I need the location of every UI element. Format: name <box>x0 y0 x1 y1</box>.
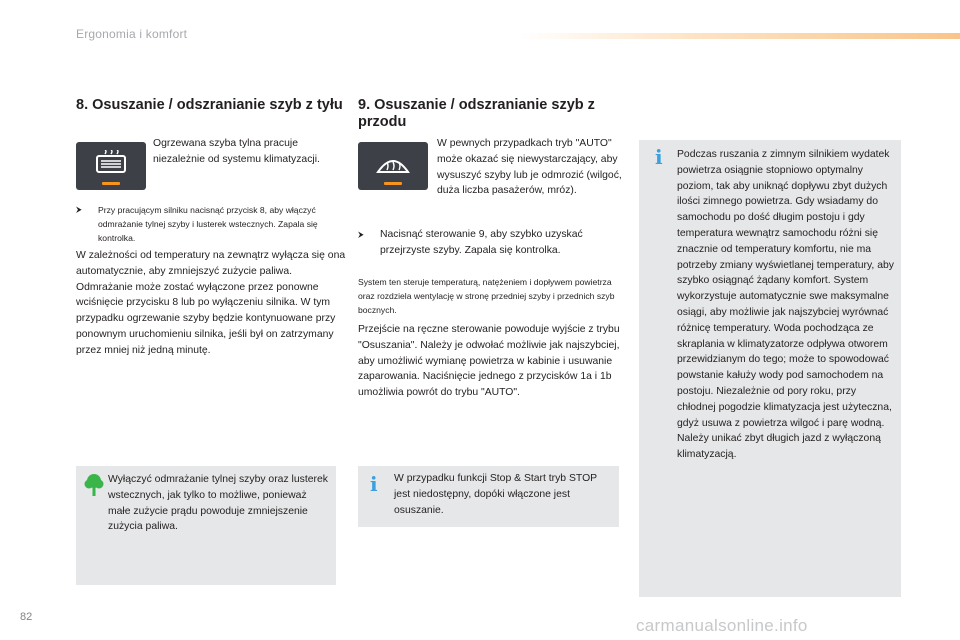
section-9-title: 9. Osuszanie / odszranianie szyb z przodu <box>358 97 595 130</box>
section-9-paragraph: Przejście na ręczne sterowanie powoduje wyjście z trybu "Osuszania". Należy je odwołać możliwie jak najszybciej, aby umożliwić wymianę powietrza w kabinie i usuwanie zaparowania. Naciśnięcie jednego z przycisków 1a i 1b umożliwia powrót do trybu "AUTO". <box>358 324 620 399</box>
indicator-light <box>384 182 402 185</box>
sidebar-text: Podczas ruszania z zimnym silnikiem wydatek powietrza osiągnie stopniowo optymalny poziom, tak aby uniknąć dopływu zbyt dużych ilości zimnego powietrza. Gdy wsiadamy do samochodu po dość długim postoju i gdy temperatura wewnątrz samochodu różni się znacznie od temperatury komfortu, nie ma potrzeby zmiany wyświetlanej temperatury, aby szybko osiągnąć żądany komfort. System wykorzystuje automatycznie swe maksymalne osiągi, aby możliwie jak najszybciej wyrównać różnicę temperatury. Woda pochodząca ze skraplania w klimatyzatorze odpływa otworem przewidzianym do tego; może to spowodować powstanie kałuży wody pod samochodem na postoju. Niezależnie od pory roku, przy chłodnej pogodzie klimatyzacja jest użyteczna, gdyż usuwa z powietrza wilgoć i parę wodną. Należy unikać zbyt długich jazd z wyłączoną klimatyzacją. <box>677 149 894 461</box>
rear-defrost-button <box>76 142 146 190</box>
front-defrost-icon <box>375 150 411 178</box>
eco-tip-box <box>76 466 336 585</box>
header-accent-line <box>520 33 960 39</box>
eco-tree-icon <box>84 473 104 497</box>
header-section-title: Ergonomia i komfort <box>76 27 188 41</box>
section-8-title: 8. Osuszanie / odszranianie szyb z tyłu <box>76 97 343 113</box>
info-icon: i <box>655 145 663 169</box>
section-9-step-text: Nacisnąć sterowanie 9, aby szybko uzyskać przejrzyste szyby. Zapala się kontrolka. <box>380 229 583 256</box>
section-8-step <box>76 203 346 245</box>
rear-defrost-icon <box>93 150 129 178</box>
section-8-paragraph: W zależności od temperatury na zewnątrz wyłącza się ona automatycznie, aby zmniejszyć zużycie paliwa. Odmrażanie może zostać wyłączone przez ponowne wciśnięcie przycisku 8 lub po wyłączeniu silnika. W tym przypadku ogrzewanie szyby będzie kontynuowane przy ponownym uruchomieniu silnika, jeśli był on zatrzymany przez mniej niż jedną minutę. <box>76 250 346 356</box>
info-sidebar <box>639 140 901 597</box>
indicator-light <box>102 182 120 185</box>
info-box-text: W przypadku funkcji Stop & Start tryb STOP jest niedostępny, dopóki włączone jest osuszanie. <box>394 473 597 516</box>
section-9-note: System ten steruje temperaturą, natężeniem i dopływem powietrza oraz rozdziela wentylację w stronę przedniej szyby i przednich szyb bocznych. <box>358 277 615 315</box>
watermark: carmanualsonline.info <box>636 616 808 635</box>
section-8-intro: Ogrzewana szyba tylna pracuje niezależnie od systemu klimatyzacji. <box>153 138 320 165</box>
step-arrow-icon: ⮞ <box>76 205 82 214</box>
eco-tip-text: Wyłączyć odmrażanie tylnej szyby oraz lusterek wstecznych, jak tylko to możliwe, ponieważ małe zużycie prądu powoduje zmniejszenie zużycia paliwa. <box>108 474 328 533</box>
section-9-step <box>358 227 623 259</box>
front-defrost-button <box>358 142 428 190</box>
info-icon: i <box>370 472 378 496</box>
page-number: 82 <box>20 611 33 623</box>
section-8-step-text: Przy pracującym silniku nacisnąć przycisk 8, aby włączyć odmrażanie tylnej szyby i lusterek wstecznych. Zapala się kontrolka. <box>98 205 318 243</box>
section-9-intro: W pewnych przypadkach tryb "AUTO" może okazać się niewystarczający, aby wysuszyć szyby lub je odmrozić (wilgoć, duża liczba pasażerów, mróz). <box>437 138 622 197</box>
info-box-stop-start <box>358 466 619 527</box>
step-arrow-icon: ⮞ <box>358 230 364 239</box>
